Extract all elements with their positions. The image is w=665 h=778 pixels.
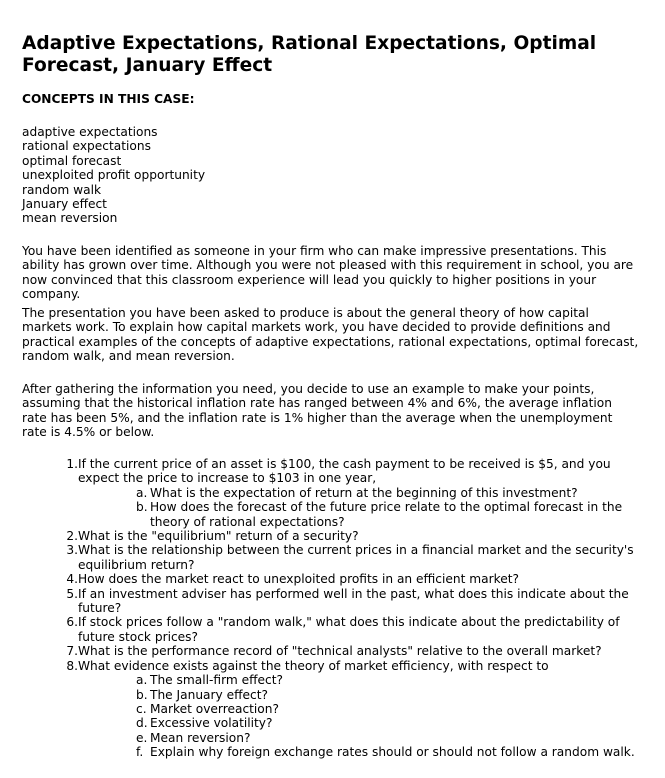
question-number: 6. (66, 615, 78, 630)
question-number: 1. (66, 457, 78, 471)
sub-question-letter: e. (136, 730, 148, 745)
sub-question-text: How does the forecast of the future price relate to the optimal forecast in the theory of rational expectations? (150, 500, 623, 529)
question-number: 2. (66, 529, 78, 544)
question-number: 5. (66, 586, 78, 601)
document-title: Adaptive Expectations, Rational Expectations, Optimal Forecast, January Effect (22, 33, 597, 76)
question-item (54, 587, 640, 616)
question-number: 8. (66, 658, 78, 673)
sub-question-letter: a. (136, 485, 148, 500)
question-text: What is the performance record of "technical analysts" relative to the overall market? (78, 644, 602, 659)
presentation-paragraph: The presentation you have been asked to produce is about the general theory of how capital markets work. To explain how capital markets work, you have decided to provide definitions and practical examples of the concepts of adaptive expectations, rational expectations, optimal forecast, random walk, and mean reversion. (22, 306, 639, 364)
sub-question-text: Mean reversion? (150, 730, 251, 745)
question-text: If an investment adviser has performed well in the past, what does this indicate about the future? (78, 586, 629, 616)
question-number: 4. (66, 572, 78, 587)
concept-item: optimal forecast (22, 153, 122, 168)
concept-item: January effect (22, 197, 107, 212)
concepts-heading: CONCEPTS IN THIS CASE: (22, 92, 195, 106)
sub-question-text: Excessive volatility? (150, 716, 273, 731)
example-paragraph: After gathering the information you need, you decide to use an example to make your points, assuming that the historical inflation rate has ranged between 4% and 6%, the average inflation rate has been 5%, and the inflation rate is 1% higher than the average when the unemployment rate is 4.5% or below. (22, 382, 613, 440)
question-item (54, 457, 640, 529)
question-item (54, 529, 640, 543)
sub-question-letter: b. (136, 500, 148, 515)
sub-question-item (126, 673, 640, 687)
question-text: What evidence exists against the theory of market efficiency, with respect to (78, 658, 549, 673)
sub-question-item (126, 702, 640, 716)
sub-question-item (126, 486, 640, 500)
question-text: What is the "equilibrium" return of a security? (78, 529, 359, 544)
sub-question-text: Market overreaction? (150, 701, 279, 716)
sub-question-item (126, 716, 640, 730)
question-number: 3. (66, 543, 78, 558)
sub-question-text: Explain why foreign exchange rates should or should not follow a random walk. (150, 745, 635, 760)
concept-item: adaptive expectations (22, 125, 158, 139)
sub-question-letter: b. (136, 687, 148, 702)
sub-question-text: What is the expectation of return at the beginning of this investment? (150, 485, 578, 500)
sub-question-item (126, 500, 640, 529)
question-number: 7. (66, 644, 78, 659)
sub-question-item (126, 688, 640, 702)
question-item (54, 615, 640, 644)
concept-item: mean reversion (22, 211, 118, 226)
question-list (54, 457, 640, 760)
question-text: If stock prices follow a "random walk," what does this indicate about the predictability of future stock prices? (78, 615, 620, 644)
sub-question-item (126, 731, 640, 745)
concept-item: random walk (22, 182, 102, 197)
question-item (54, 543, 640, 572)
question-item (54, 572, 640, 586)
sub-question-item (126, 745, 640, 759)
concept-item: rational expectations (22, 139, 151, 154)
concept-item: unexploited profit opportunity (22, 168, 206, 183)
question-item (54, 644, 640, 658)
sub-question-text: The January effect? (150, 687, 268, 702)
concept-list (22, 125, 205, 226)
sub-question-list (78, 673, 640, 759)
question-text: What is the relationship between the current prices in a financial market and the security's equilibrium return? (78, 543, 634, 572)
intro-paragraph: You have been identified as someone in your firm who can make impressive presentations. This ability has grown over time. Although you were not pleased with this requirement in school, you are now convinced that this classroom experience will lead you quickly to higher positions in your company. (22, 244, 634, 302)
sub-question-letter: d. (136, 716, 148, 731)
question-text: How does the market react to unexploited profits in an efficient market? (78, 572, 519, 587)
question-item (54, 659, 640, 760)
sub-question-letter: a. (136, 673, 148, 688)
question-text: If the current price of an asset is $100, the cash payment to be received is $5, and you expect the price to increase to $103 in one year, (78, 457, 611, 486)
sub-question-letter: c. (136, 701, 147, 716)
sub-question-text: The small-firm effect? (150, 673, 283, 688)
sub-question-list (78, 486, 640, 529)
sub-question-letter: f. (136, 745, 144, 760)
